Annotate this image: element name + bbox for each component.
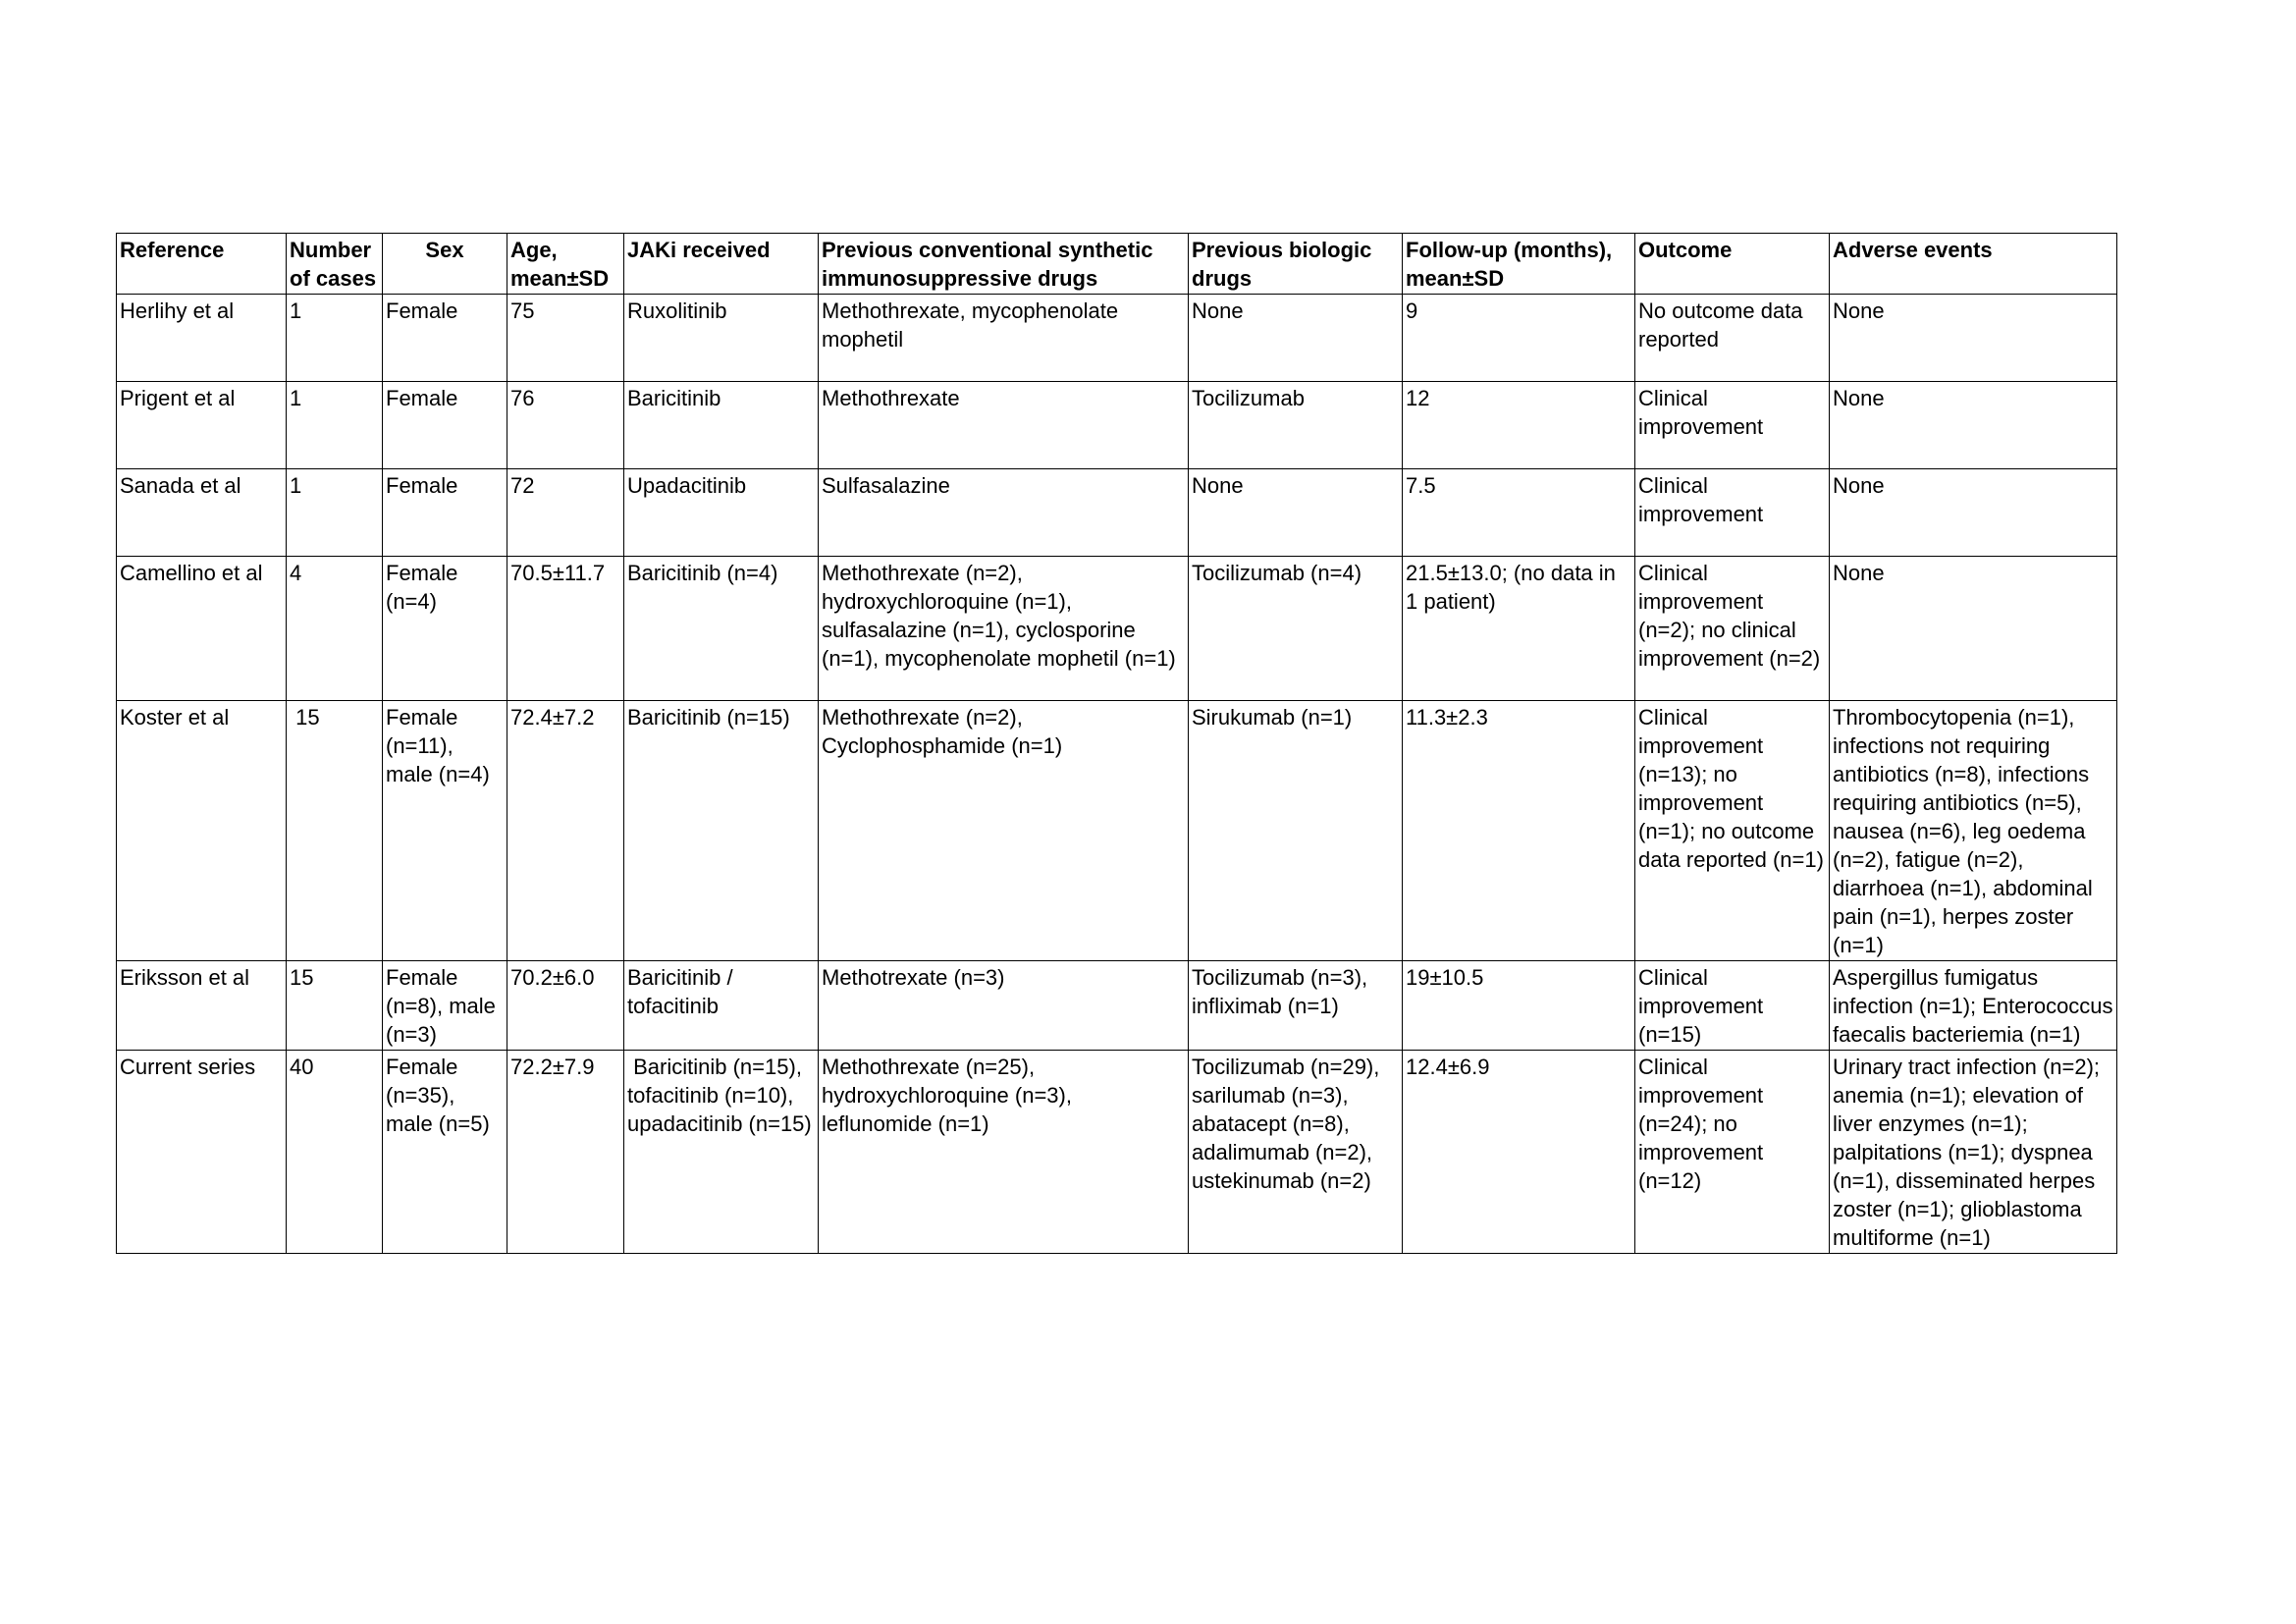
cell-reference: Koster et al bbox=[117, 701, 287, 961]
cell-reference: Prigent et al bbox=[117, 382, 287, 469]
table-body bbox=[117, 295, 2117, 1254]
cell-sex: Female (n=11), male (n=4) bbox=[383, 701, 507, 961]
cell-follow-up: 12.4±6.9 bbox=[1403, 1051, 1635, 1254]
cell-cases: 1 bbox=[287, 295, 383, 382]
cell-csid: Methothrexate (n=2), Cyclophosphamide (n=1) bbox=[819, 701, 1189, 961]
header-row bbox=[117, 234, 2117, 295]
cell-csid: Sulfasalazine bbox=[819, 469, 1189, 557]
cell-age: 70.2±6.0 bbox=[507, 961, 624, 1051]
cell-jaki: Baricitinib bbox=[624, 382, 819, 469]
cell-reference: Camellino et al bbox=[117, 557, 287, 701]
cell-biologic: Tocilizumab (n=29), sarilumab (n=3), abatacept (n=8), adalimumab (n=2), ustekinumab (n=2) bbox=[1189, 1051, 1403, 1254]
cell-reference: Eriksson et al bbox=[117, 961, 287, 1051]
header-follow-up: Follow-up (months), mean±SD bbox=[1403, 234, 1635, 295]
cell-outcome: Clinical improvement (n=24); no improvement (n=12) bbox=[1635, 1051, 1830, 1254]
cell-csid: Methothrexate (n=25), hydroxychloroquine (n=3), leflunomide (n=1) bbox=[819, 1051, 1189, 1254]
cell-age: 72.4±7.2 bbox=[507, 701, 624, 961]
cell-adverse-events: Urinary tract infection (n=2); anemia (n=1); elevation of liver enzymes (n=1); palpitations (n=1); dyspnea (n=1), disseminated herpes zoster (n=1); glioblastoma multiforme (n=1) bbox=[1830, 1051, 2117, 1254]
cell-cases: 1 bbox=[287, 382, 383, 469]
cell-age: 75 bbox=[507, 295, 624, 382]
cell-reference: Sanada et al bbox=[117, 469, 287, 557]
cell-biologic: None bbox=[1189, 469, 1403, 557]
cell-outcome: No outcome data reported bbox=[1635, 295, 1830, 382]
header-reference: Reference bbox=[117, 234, 287, 295]
header-jaki-received: JAKi received bbox=[624, 234, 819, 295]
cell-sex: Female (n=35), male (n=5) bbox=[383, 1051, 507, 1254]
cell-sex: Female bbox=[383, 382, 507, 469]
cell-follow-up: 9 bbox=[1403, 295, 1635, 382]
table-row bbox=[117, 701, 2117, 961]
header-outcome: Outcome bbox=[1635, 234, 1830, 295]
header-number-of-cases: Number of cases bbox=[287, 234, 383, 295]
cell-outcome: Clinical improvement (n=15) bbox=[1635, 961, 1830, 1051]
cell-cases: 4 bbox=[287, 557, 383, 701]
cell-csid: Methothrexate bbox=[819, 382, 1189, 469]
cell-cases: 1 bbox=[287, 469, 383, 557]
cell-sex: Female bbox=[383, 295, 507, 382]
cell-adverse-events: None bbox=[1830, 382, 2117, 469]
cell-adverse-events: Aspergillus fumigatus infection (n=1); Enterococcus faecalis bacteriemia (n=1) bbox=[1830, 961, 2117, 1051]
cell-biologic: Tocilizumab bbox=[1189, 382, 1403, 469]
table-row bbox=[117, 557, 2117, 701]
cell-jaki: Ruxolitinib bbox=[624, 295, 819, 382]
table-row bbox=[117, 1051, 2117, 1254]
cell-csid: Methothrexate (n=2), hydroxychloroquine (n=1), sulfasalazine (n=1), cyclosporine (n=1), mycophenolate mophetil (n=1) bbox=[819, 557, 1189, 701]
cell-age: 76 bbox=[507, 382, 624, 469]
cell-age: 72 bbox=[507, 469, 624, 557]
cell-adverse-events: Thrombocytopenia (n=1), infections not requiring antibiotics (n=8), infections requiring antibiotics (n=5), nausea (n=6), leg oedema (n=2), fatigue (n=2), diarrhoea (n=1), abdominal pain (n=1), herpes zoster (n=1) bbox=[1830, 701, 2117, 961]
table-row bbox=[117, 961, 2117, 1051]
cell-sex: Female (n=8), male (n=3) bbox=[383, 961, 507, 1051]
header-sex: Sex bbox=[383, 234, 507, 295]
cell-biologic: Tocilizumab (n=4) bbox=[1189, 557, 1403, 701]
cell-cases: 15 bbox=[287, 961, 383, 1051]
cell-outcome: Clinical improvement bbox=[1635, 469, 1830, 557]
cell-age: 72.2±7.9 bbox=[507, 1051, 624, 1254]
header-previous-biologic: Previous biologic drugs bbox=[1189, 234, 1403, 295]
cell-reference: Herlihy et al bbox=[117, 295, 287, 382]
cell-reference: Current series bbox=[117, 1051, 287, 1254]
cell-outcome: Clinical improvement (n=2); no clinical improvement (n=2) bbox=[1635, 557, 1830, 701]
cell-jaki: Baricitinib (n=15) bbox=[624, 701, 819, 961]
cell-age: 70.5±11.7 bbox=[507, 557, 624, 701]
header-adverse-events: Adverse events bbox=[1830, 234, 2117, 295]
table-row bbox=[117, 295, 2117, 382]
cell-adverse-events: None bbox=[1830, 557, 2117, 701]
cell-outcome: Clinical improvement bbox=[1635, 382, 1830, 469]
cell-cases: 40 bbox=[287, 1051, 383, 1254]
jaki-comparison-table bbox=[116, 233, 2117, 1254]
cell-follow-up: 19±10.5 bbox=[1403, 961, 1635, 1051]
cell-adverse-events: None bbox=[1830, 295, 2117, 382]
table-row bbox=[117, 382, 2117, 469]
cell-jaki: Upadacitinib bbox=[624, 469, 819, 557]
cell-sex: Female bbox=[383, 469, 507, 557]
cell-biologic: Tocilizumab (n=3), infliximab (n=1) bbox=[1189, 961, 1403, 1051]
cell-outcome: Clinical improvement (n=13); no improvement (n=1); no outcome data reported (n=1) bbox=[1635, 701, 1830, 961]
cell-follow-up: 7.5 bbox=[1403, 469, 1635, 557]
header-age: Age, mean±SD bbox=[507, 234, 624, 295]
cell-biologic: None bbox=[1189, 295, 1403, 382]
cell-csid: Methothrexate, mycophenolate mophetil bbox=[819, 295, 1189, 382]
cell-sex: Female (n=4) bbox=[383, 557, 507, 701]
cell-csid: Methotrexate (n=3) bbox=[819, 961, 1189, 1051]
cell-jaki: Baricitinib / tofacitinib bbox=[624, 961, 819, 1051]
table-header bbox=[117, 234, 2117, 295]
cell-biologic: Sirukumab (n=1) bbox=[1189, 701, 1403, 961]
cell-cases: 15 bbox=[287, 701, 383, 961]
cell-follow-up: 11.3±2.3 bbox=[1403, 701, 1635, 961]
table-row bbox=[117, 469, 2117, 557]
cell-jaki: Baricitinib (n=15), tofacitinib (n=10), upadacitinib (n=15) bbox=[624, 1051, 819, 1254]
header-previous-csid: Previous conventional synthetic immunosuppressive drugs bbox=[819, 234, 1189, 295]
cell-adverse-events: None bbox=[1830, 469, 2117, 557]
cell-jaki: Baricitinib (n=4) bbox=[624, 557, 819, 701]
cell-follow-up: 12 bbox=[1403, 382, 1635, 469]
cell-follow-up: 21.5±13.0; (no data in 1 patient) bbox=[1403, 557, 1635, 701]
